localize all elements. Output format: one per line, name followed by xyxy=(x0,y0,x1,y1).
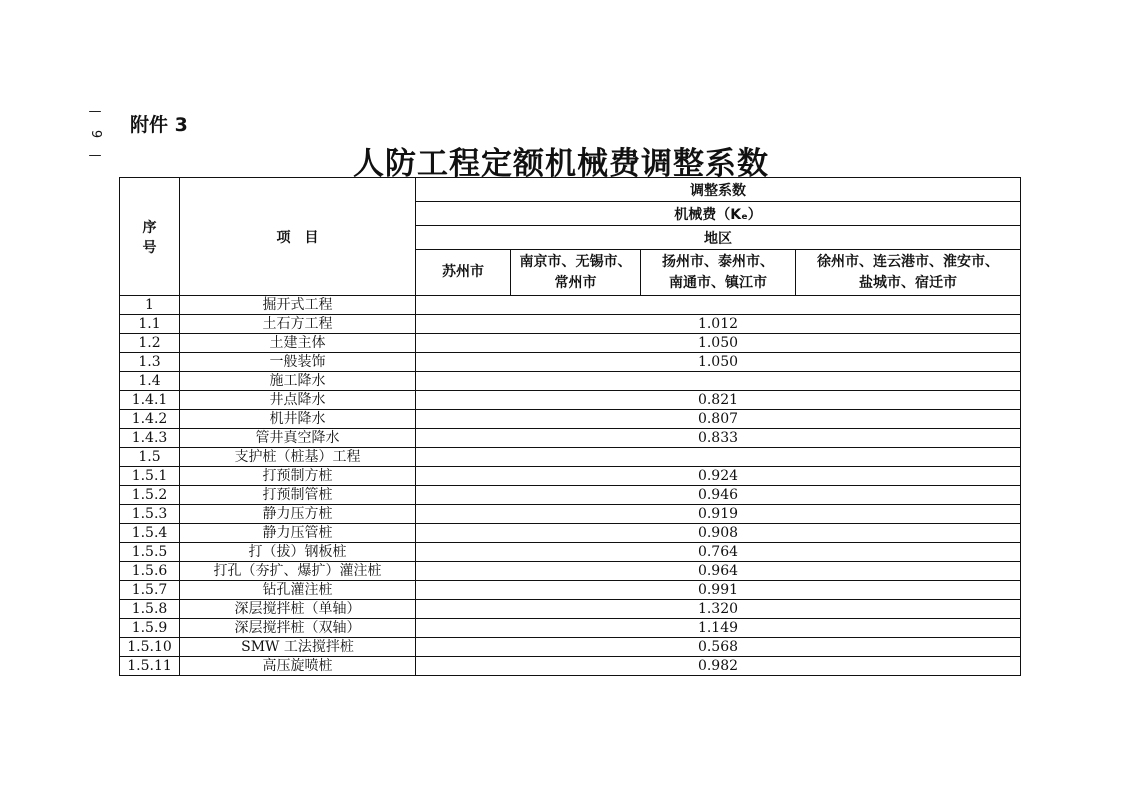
header-region-suzhou xyxy=(416,250,511,296)
region-line: 盐城市、宿迁市 xyxy=(859,274,957,291)
region-line: 扬州市、泰州市、 xyxy=(662,253,774,270)
row-value: 0.568 xyxy=(416,638,1021,657)
row-item: 土建主体 xyxy=(180,334,416,353)
table-row xyxy=(120,657,1021,676)
row-seq: 1.4.2 xyxy=(120,410,180,429)
row-item: 静力压管桩 xyxy=(180,524,416,543)
header-machinery: 机械费（Kₑ） xyxy=(416,202,1021,226)
table-row xyxy=(120,372,1021,391)
row-value: 1.050 xyxy=(416,334,1021,353)
header-seq xyxy=(120,178,180,296)
row-value: 1.012 xyxy=(416,315,1021,334)
row-seq: 1.5.6 xyxy=(120,562,180,581)
header-coefficient: 调整系数 xyxy=(416,178,1021,202)
header-region: 地区 xyxy=(416,226,1021,250)
row-seq: 1.5.11 xyxy=(120,657,180,676)
row-item: 深层搅拌桩（双轴） xyxy=(180,619,416,638)
row-seq: 1.5.7 xyxy=(120,581,180,600)
header-seq-line1: 序 xyxy=(142,219,157,236)
row-seq: 1.5.5 xyxy=(120,543,180,562)
row-value: 0.821 xyxy=(416,391,1021,410)
row-seq: 1.2 xyxy=(120,334,180,353)
row-seq: 1.4.1 xyxy=(120,391,180,410)
row-value: 0.807 xyxy=(416,410,1021,429)
table-row xyxy=(120,562,1021,581)
row-item: 深层搅拌桩（单轴） xyxy=(180,600,416,619)
row-seq: 1.5 xyxy=(120,448,180,467)
table-row xyxy=(120,296,1021,315)
table-row xyxy=(120,429,1021,448)
row-item: 施工降水 xyxy=(180,372,416,391)
table-row xyxy=(120,353,1021,372)
page-dash-top: — xyxy=(88,104,102,119)
row-value: 0.919 xyxy=(416,505,1021,524)
row-value: 0.924 xyxy=(416,467,1021,486)
table-row xyxy=(120,524,1021,543)
row-value xyxy=(416,448,1021,467)
row-seq: 1.4.3 xyxy=(120,429,180,448)
row-item: 钻孔灌注桩 xyxy=(180,581,416,600)
row-value: 1.050 xyxy=(416,353,1021,372)
table-row xyxy=(120,334,1021,353)
row-item: 管井真空降水 xyxy=(180,429,416,448)
row-value: 0.764 xyxy=(416,543,1021,562)
row-item: 井点降水 xyxy=(180,391,416,410)
row-item: 静力压方桩 xyxy=(180,505,416,524)
table-row xyxy=(120,391,1021,410)
page-title: 人防工程定额机械费调整系数 xyxy=(353,146,769,182)
row-value: 1.149 xyxy=(416,619,1021,638)
region-line: 苏州市 xyxy=(442,264,484,280)
table-row xyxy=(120,638,1021,657)
row-item: 打预制管桩 xyxy=(180,486,416,505)
table-row xyxy=(120,619,1021,638)
row-item: 土石方工程 xyxy=(180,315,416,334)
header-region-xuzhou xyxy=(796,250,1021,296)
table-row xyxy=(120,315,1021,334)
row-seq: 1.5.3 xyxy=(120,505,180,524)
row-item: 打预制方桩 xyxy=(180,467,416,486)
table-row xyxy=(120,486,1021,505)
row-value: 1.320 xyxy=(416,600,1021,619)
row-value xyxy=(416,372,1021,391)
region-line: 徐州市、连云港市、淮安市、 xyxy=(817,253,999,270)
row-seq: 1 xyxy=(120,296,180,315)
row-item: 机井降水 xyxy=(180,410,416,429)
row-item: 一般装饰 xyxy=(180,353,416,372)
row-seq: 1.5.9 xyxy=(120,619,180,638)
row-seq: 1.5.4 xyxy=(120,524,180,543)
row-seq: 1.5.10 xyxy=(120,638,180,657)
region-line: 常州市 xyxy=(554,274,597,291)
table-body xyxy=(120,296,1021,676)
header-region-nanjing xyxy=(511,250,641,296)
region-line: 南通市、镇江市 xyxy=(669,274,767,291)
header-seq-line2: 号 xyxy=(142,239,157,256)
row-item: 掘开式工程 xyxy=(180,296,416,315)
table-row xyxy=(120,581,1021,600)
row-item: 打孔（夯扩、爆扩）灌注桩 xyxy=(180,562,416,581)
header-item: 项 目 xyxy=(180,178,416,296)
row-value: 0.991 xyxy=(416,581,1021,600)
table-row xyxy=(120,410,1021,429)
row-value: 0.833 xyxy=(416,429,1021,448)
table-header xyxy=(120,178,1021,296)
attachment-label: 附件 3 xyxy=(130,114,188,136)
row-item: 高压旋喷桩 xyxy=(180,657,416,676)
table-row xyxy=(120,448,1021,467)
page-number-digit: 9 xyxy=(88,129,103,139)
row-seq: 1.3 xyxy=(120,353,180,372)
row-seq: 1.5.1 xyxy=(120,467,180,486)
row-value xyxy=(416,296,1021,315)
row-seq: 1.5.8 xyxy=(120,600,180,619)
row-value: 0.982 xyxy=(416,657,1021,676)
row-item: SMW 工法搅拌桩 xyxy=(180,638,416,657)
table-row xyxy=(120,600,1021,619)
row-item: 打（拔）钢板桩 xyxy=(180,543,416,562)
row-seq: 1.4 xyxy=(120,372,180,391)
row-seq: 1.5.2 xyxy=(120,486,180,505)
table-row xyxy=(120,505,1021,524)
table-row xyxy=(120,543,1021,562)
page-dash-bottom: — xyxy=(88,148,102,163)
row-value: 0.908 xyxy=(416,524,1021,543)
row-value: 0.964 xyxy=(416,562,1021,581)
table-row xyxy=(120,467,1021,486)
row-item: 支护桩（桩基）工程 xyxy=(180,448,416,467)
header-region-yangzhou xyxy=(641,250,796,296)
coefficient-table xyxy=(119,177,1021,676)
row-seq: 1.1 xyxy=(120,315,180,334)
region-line: 南京市、无锡市、 xyxy=(519,253,632,270)
row-value: 0.946 xyxy=(416,486,1021,505)
